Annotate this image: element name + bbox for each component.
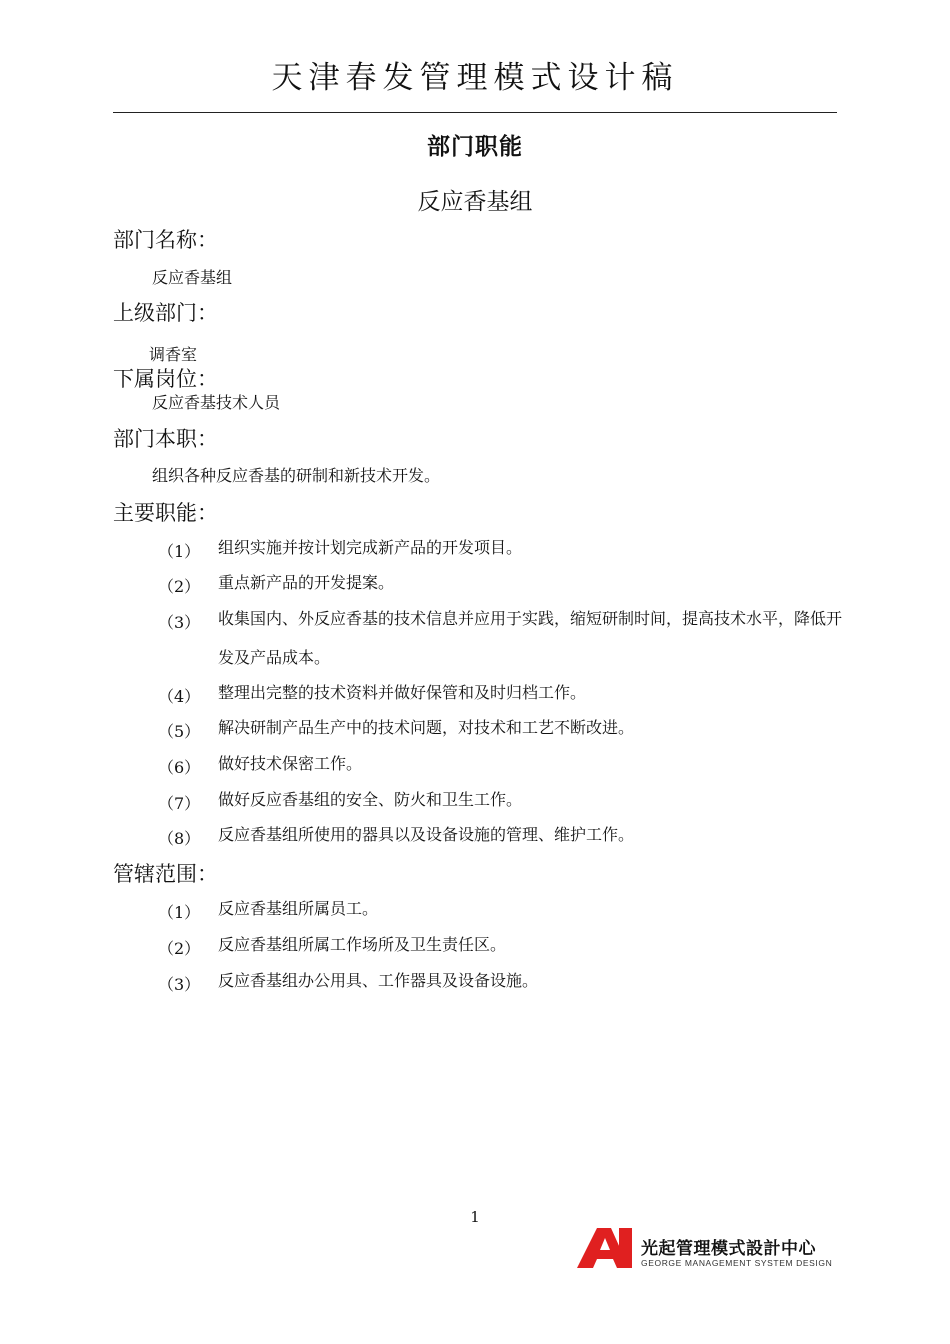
duty-value: 组织各种反应香基的研制和新技术开发。 bbox=[152, 466, 441, 485]
company-logo bbox=[575, 1226, 845, 1270]
item-number: （2） bbox=[158, 577, 201, 596]
item-number: （3） bbox=[158, 613, 201, 632]
item-text: 重点新产品的开发提案。 bbox=[218, 573, 395, 592]
scope-heading: 管辖范围： bbox=[113, 862, 218, 886]
duty-heading: 部门本职： bbox=[113, 427, 218, 451]
item-text: 解决研制产品生产中的技术问题，对技术和工艺不断改进。 bbox=[218, 718, 635, 737]
item-number: （2） bbox=[158, 939, 201, 958]
item-text: 整理出完整的技术资料并做好保管和及时归档工作。 bbox=[218, 683, 587, 702]
positions-heading: 下属岗位： bbox=[113, 367, 218, 391]
item-number: （1） bbox=[158, 903, 201, 922]
page-number: 1 bbox=[470, 1208, 480, 1226]
item-text: 反应香基组所使用的器具以及设备设施的管理、维护工作。 bbox=[218, 825, 635, 844]
logo-a-icon bbox=[575, 1226, 635, 1270]
header-divider bbox=[113, 112, 837, 113]
item-number: （1） bbox=[158, 542, 201, 561]
item-text: 反应香基组所属工作场所及卫生责任区。 bbox=[218, 935, 507, 954]
item-number: （3） bbox=[158, 975, 201, 994]
item-text: 做好技术保密工作。 bbox=[218, 754, 363, 773]
item-number: （7） bbox=[158, 794, 201, 813]
dept-name-value: 反应香基组 bbox=[152, 268, 233, 287]
item-text: 反应香基组办公用具、工作器具及设备设施。 bbox=[218, 971, 539, 990]
item-number: （4） bbox=[158, 687, 201, 706]
logo-english-name: GEORGE MANAGEMENT SYSTEM DESIGN bbox=[641, 1258, 833, 1268]
item-number: （6） bbox=[158, 758, 201, 777]
item-text: 组织实施并按计划完成新产品的开发项目。 bbox=[218, 538, 523, 557]
document-header-title: 天津春发管理模式设计稿 bbox=[271, 60, 679, 96]
dept-name-heading: 部门名称： bbox=[113, 228, 218, 252]
superior-heading: 上级部门： bbox=[113, 301, 218, 325]
positions-value: 反应香基技术人员 bbox=[152, 393, 281, 412]
group-title: 反应香基组 bbox=[417, 189, 533, 215]
item-text: 反应香基组所属员工。 bbox=[218, 899, 379, 918]
section-title: 部门职能 bbox=[427, 134, 523, 160]
superior-value: 调香室 bbox=[149, 345, 198, 364]
functions-heading: 主要职能： bbox=[113, 501, 218, 525]
logo-chinese-name: 光起管理模式設計中心 bbox=[641, 1239, 816, 1259]
item-text: 做好反应香基组的安全、防火和卫生工作。 bbox=[218, 790, 523, 809]
item-number: （8） bbox=[158, 829, 201, 848]
item-number: （5） bbox=[158, 722, 201, 741]
item-text: 收集国内、外反应香基的技术信息并应用于实践，缩短研制时间，提高技术水平，降低开发及产品成本。 bbox=[218, 609, 843, 667]
